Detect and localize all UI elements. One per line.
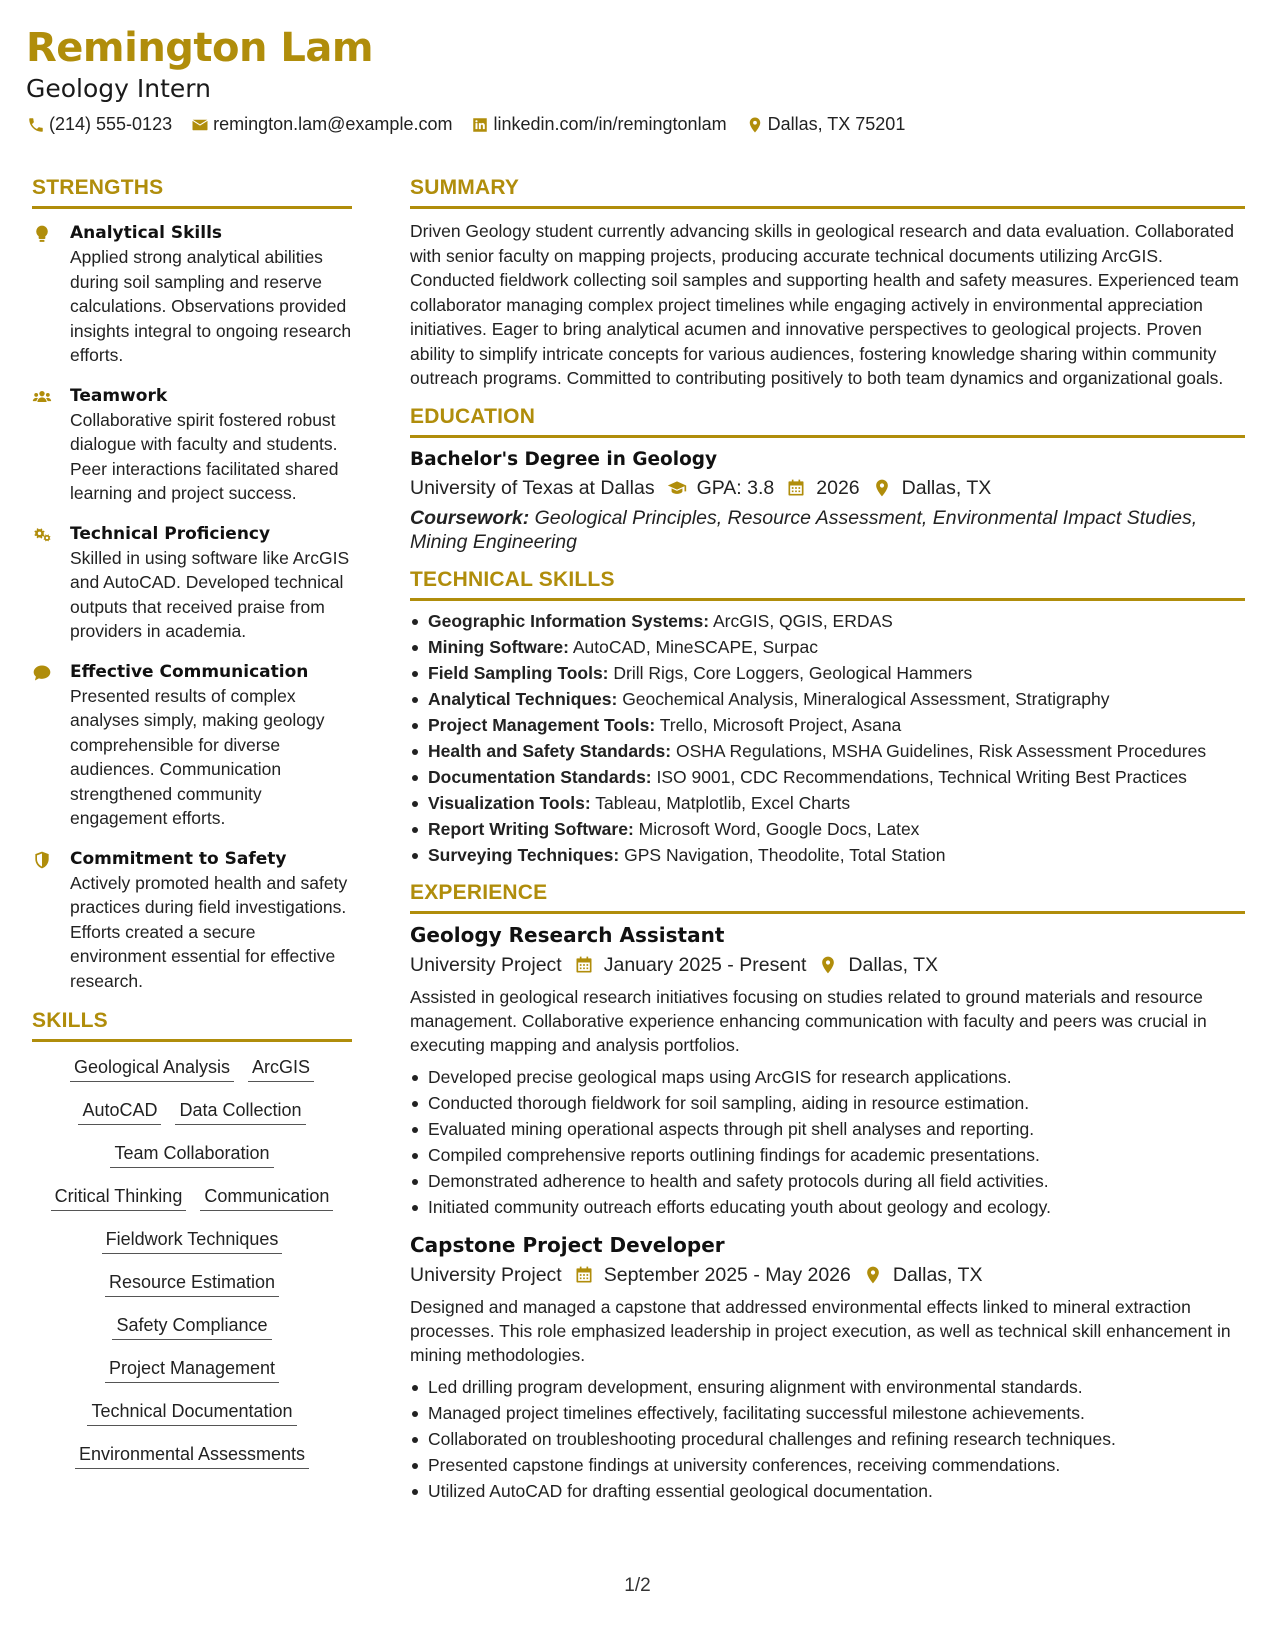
list-item: Presented capstone findings at university conferences, receiving commendations. xyxy=(410,1453,1245,1477)
list-item: Health and Safety Standards: OSHA Regulations, MSHA Guidelines, Risk Assessment Procedures xyxy=(410,739,1245,763)
phone-icon xyxy=(26,115,46,135)
strength-item xyxy=(32,221,352,368)
strength-title: Technical Proficiency xyxy=(70,523,271,544)
skill-tag: Resource Estimation xyxy=(105,1265,279,1297)
job-dates: January 2025 - Present xyxy=(603,953,807,976)
strength-desc: Collaborative spirit fostered robust dialogue with faculty and students. Peer interactions facilitated shared learning and project success. xyxy=(70,409,339,503)
strength-title: Effective Communication xyxy=(70,661,309,682)
job-org: University Project xyxy=(410,1263,562,1286)
coursework xyxy=(410,506,1245,554)
envelope-icon xyxy=(190,115,210,135)
job-meta xyxy=(410,954,1245,977)
coursework-label: Coursework: xyxy=(410,506,530,529)
candidate-name: Remington Lam xyxy=(26,25,374,71)
skill-tag: Data Collection xyxy=(175,1093,305,1125)
list-item: Evaluated mining operational aspects through pit shell analyses and reporting. xyxy=(410,1117,1245,1141)
list-item: Visualization Tools: Tableau, Matplotlib, Excel Charts xyxy=(410,791,1245,815)
comment-icon xyxy=(32,660,70,831)
technical-skills-section xyxy=(410,568,1245,867)
skill-tag: Communication xyxy=(200,1179,333,1211)
strength-item xyxy=(32,522,352,644)
education-section xyxy=(410,405,1245,554)
page-number: 1/2 xyxy=(624,1575,651,1596)
graduation-cap-icon xyxy=(665,477,689,499)
school-name: University of Texas at Dallas xyxy=(410,476,655,499)
contact-row xyxy=(26,114,1246,135)
map-pin-icon xyxy=(861,1264,885,1286)
strengths-heading: STRENGTHS xyxy=(32,176,352,209)
list-item: Mining Software: AutoCAD, MineSCAPE, Surpac xyxy=(410,635,1245,659)
job-entry xyxy=(410,923,1245,1219)
resume-header xyxy=(26,22,1246,135)
left-column xyxy=(32,176,352,1480)
map-pin-icon xyxy=(745,115,765,135)
experience-heading: EXPERIENCE xyxy=(410,881,1245,914)
job-meta xyxy=(410,1264,1245,1287)
contact-email[interactable] xyxy=(190,114,452,135)
contact-location xyxy=(745,114,906,135)
skill-tag: Fieldwork Techniques xyxy=(102,1222,283,1254)
list-item: Analytical Techniques: Geochemical Analysis, Mineralogical Assessment, Stratigraphy xyxy=(410,687,1245,711)
list-item: Surveying Techniques: GPS Navigation, Theodolite, Total Station xyxy=(410,843,1245,867)
degree-title: Bachelor's Degree in Geology xyxy=(410,448,718,470)
education-heading: EDUCATION xyxy=(410,405,1245,438)
graduation-year: 2026 xyxy=(816,476,860,499)
map-pin-icon xyxy=(870,477,894,499)
list-item: Conducted thorough fieldwork for soil sampling, aiding in resource estimation. xyxy=(410,1091,1245,1115)
job-description: Assisted in geological research initiatives focusing on studies related to ground materials and resource management. Collaborative experience enhancing communication with faculty and peers was crucial in executing mapping and analysis portfolios. xyxy=(410,986,1207,1055)
skill-tag: Critical Thinking xyxy=(51,1179,187,1211)
technical-skills-list xyxy=(410,609,1245,867)
shield-icon xyxy=(32,847,70,994)
job-location: Dallas, TX xyxy=(848,953,939,976)
summary-text: Driven Geology student currently advancing skills in geological research and data evaluation. Collaborated with senior faculty on mapping projects, producing accurate technical documents utilizing ArcGIS. Conducted fieldwork collecting soil samples and supporting health and safety measures. Experienced team collaborator managing complex project timelines while engaging actively in environmental appreciation initiatives. Eager to bring analytical acumen and innovative perspectives to geological projects. Proven ability to simplify intricate concepts for various audiences, fostering knowledge sharing within community outreach programs. Committed to contributing positively to both team dynamics and organizational goals. xyxy=(410,221,1239,388)
list-item: Utilized AutoCAD for drafting essential geological documentation. xyxy=(410,1479,1245,1503)
list-item: Geographic Information Systems: ArcGIS, QGIS, ERDAS xyxy=(410,609,1245,633)
job-dates: September 2025 - May 2026 xyxy=(603,1263,851,1286)
skills-section xyxy=(32,1009,352,1480)
job-title: Geology Research Assistant xyxy=(410,922,725,947)
phone-text: (214) 555-0123 xyxy=(49,114,173,134)
skill-tag: Geological Analysis xyxy=(70,1050,234,1082)
location-text: Dallas, TX 75201 xyxy=(767,114,906,134)
strength-desc: Applied strong analytical abilities during soil sampling and reserve calculations. Observations provided insights integral to ongoing research efforts. xyxy=(70,247,352,365)
contact-linkedin[interactable] xyxy=(470,114,726,135)
coursework-list: Geological Principles, Resource Assessment, Environmental Impact Studies, Mining Engineering xyxy=(410,506,1198,553)
list-item: Initiated community outreach efforts educating youth about geology and ecology. xyxy=(410,1195,1245,1219)
list-item: Demonstrated adherence to health and safety protocols during all field activities. xyxy=(410,1169,1245,1193)
strength-title: Teamwork xyxy=(70,385,168,406)
skill-tag: Project Management xyxy=(105,1351,279,1383)
summary-heading: SUMMARY xyxy=(410,176,1245,209)
map-pin-icon xyxy=(816,954,840,976)
list-item: Report Writing Software: Microsoft Word, Google Docs, Latex xyxy=(410,817,1245,841)
skill-tag: Team Collaboration xyxy=(110,1136,273,1168)
skill-tag: Technical Documentation xyxy=(87,1394,296,1426)
linkedin-text: linkedin.com/in/remingtonlam xyxy=(493,114,727,134)
strength-item xyxy=(32,660,352,831)
job-location: Dallas, TX xyxy=(892,1263,983,1286)
list-item: Documentation Standards: ISO 9001, CDC Recommendations, Technical Writing Best Practices xyxy=(410,765,1245,789)
education-meta xyxy=(410,477,1245,500)
right-column xyxy=(410,176,1245,1505)
job-bullets xyxy=(410,1375,1245,1503)
calendar-icon xyxy=(572,954,596,976)
job-bullets xyxy=(410,1065,1245,1219)
skill-tag: AutoCAD xyxy=(78,1093,161,1125)
job-entry xyxy=(410,1233,1245,1503)
list-item: Field Sampling Tools: Drill Rigs, Core Loggers, Geological Hammers xyxy=(410,661,1245,685)
calendar-icon xyxy=(784,477,808,499)
list-item: Led drilling program development, ensuring alignment with environmental standards. xyxy=(410,1375,1245,1399)
linkedin-icon xyxy=(470,115,490,135)
candidate-role: Geology Intern xyxy=(26,74,211,103)
strength-desc: Presented results of complex analyses simply, making geology comprehensible for diverse audiences. Communication strengthened community engagement efforts. xyxy=(70,685,325,828)
skills-tags xyxy=(32,1050,352,1480)
list-item: Collaborated on troubleshooting procedural challenges and refining research techniques. xyxy=(410,1427,1245,1451)
list-item: Developed precise geological maps using ArcGIS for research applications. xyxy=(410,1065,1245,1089)
list-item: Project Management Tools: Trello, Microsoft Project, Asana xyxy=(410,713,1245,737)
school-location: Dallas, TX xyxy=(901,476,992,499)
list-item: Compiled comprehensive reports outlining findings for academic presentations. xyxy=(410,1143,1245,1167)
strength-title: Analytical Skills xyxy=(70,223,223,243)
technical-skills-heading: TECHNICAL SKILLS xyxy=(410,568,1245,601)
email-text: remington.lam@example.com xyxy=(213,114,453,134)
contact-phone[interactable] xyxy=(26,114,172,135)
strength-desc: Actively promoted health and safety practices during field investigations. Efforts created a secure environment essential for effective research. xyxy=(70,872,348,991)
skills-heading: SKILLS xyxy=(32,1009,352,1042)
job-description: Designed and managed a capstone that addressed environmental effects linked to mineral extraction processes. This role emphasized leadership in project execution, as well as technical skill enhancement in mining methodologies. xyxy=(410,1296,1231,1365)
strength-item xyxy=(32,847,352,994)
calendar-icon xyxy=(572,1264,596,1286)
gpa: GPA: 3.8 xyxy=(696,476,775,499)
gears-icon xyxy=(32,522,70,644)
strengths-list xyxy=(32,221,352,993)
strengths-section xyxy=(32,176,352,993)
strength-item xyxy=(32,384,352,506)
skill-tag: Environmental Assessments xyxy=(75,1437,309,1469)
experience-section xyxy=(410,881,1245,1503)
strength-title: Commitment to Safety xyxy=(70,848,287,869)
summary-section xyxy=(410,176,1245,391)
job-org: University Project xyxy=(410,953,562,976)
users-icon xyxy=(32,384,70,506)
lightbulb-icon xyxy=(32,221,70,368)
strength-desc: Skilled in using software like ArcGIS and AutoCAD. Developed technical outputs that received praise from providers in academia. xyxy=(70,547,350,641)
job-title: Capstone Project Developer xyxy=(410,1232,725,1257)
list-item: Managed project timelines effectively, facilitating successful milestone achievements. xyxy=(410,1401,1245,1425)
skill-tag: ArcGIS xyxy=(248,1050,314,1082)
skill-tag: Safety Compliance xyxy=(112,1308,271,1340)
